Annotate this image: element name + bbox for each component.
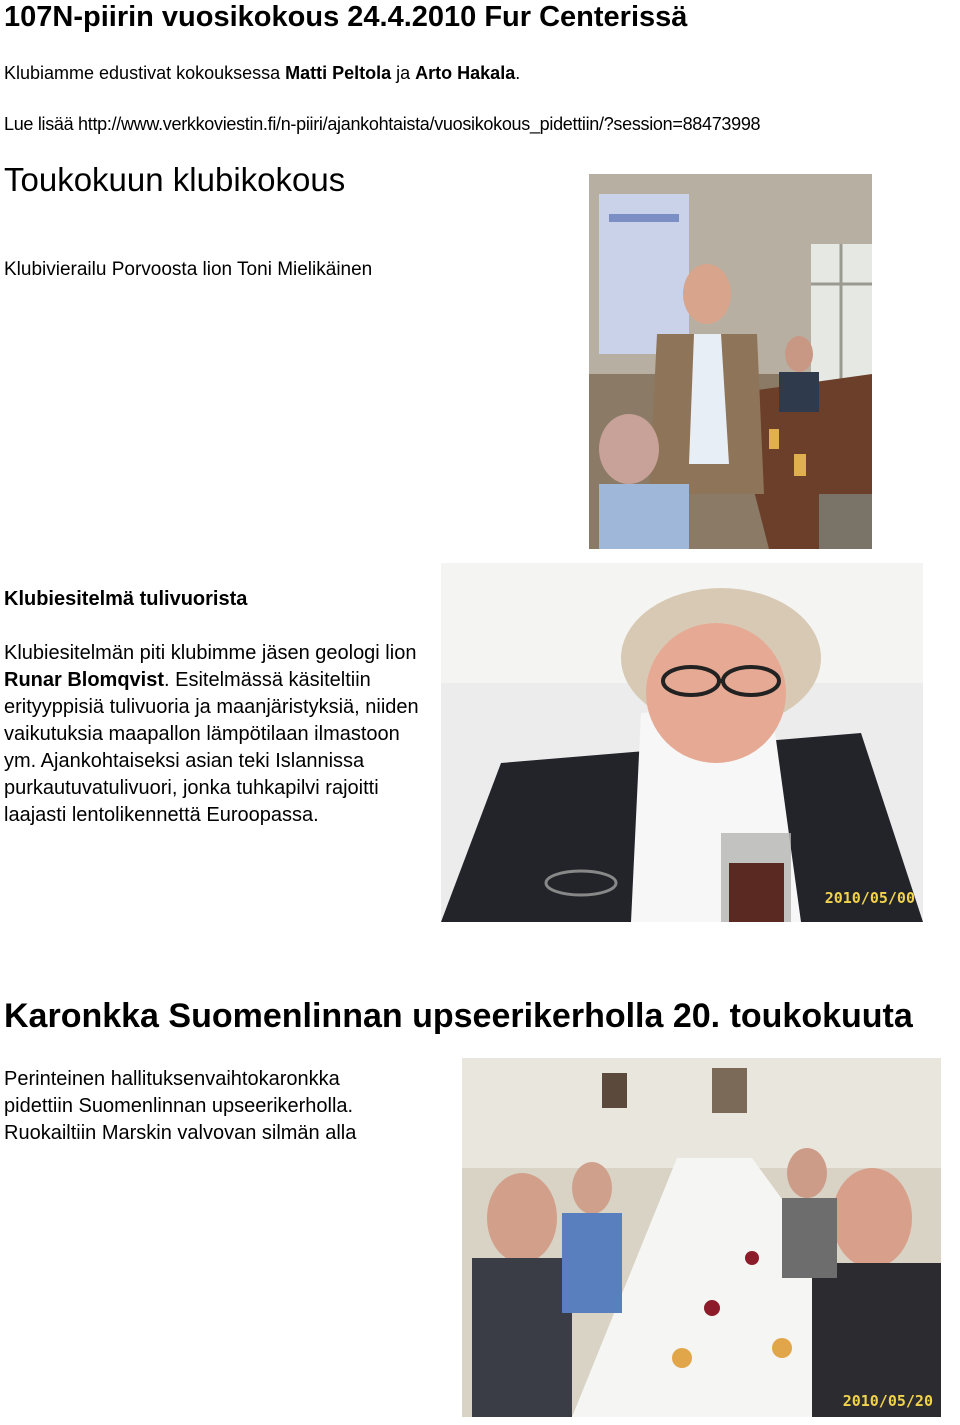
karonkka-title: Karonkka Suomenlinnan upseerikerholla 20. toukokuuta <box>4 997 913 1035</box>
lecture-speaker: Runar Blomqvist <box>4 669 165 691</box>
rep-name-2: Arto Hakala <box>415 63 516 83</box>
speaker-photo <box>441 563 923 922</box>
banquet-photo-image <box>462 1058 941 1417</box>
lecture-body <box>4 640 424 829</box>
karonkka-line-3: Ruokailtiin Marskin valvovan silmän alla <box>4 1122 357 1144</box>
meeting-photo-image <box>589 174 872 549</box>
speaker-photo-date: 2010/05/00 <box>824 889 915 907</box>
lecture-text-after: . Esitelmässä käsiteltiin erityyppisiä tulivuoria ja maanjäristyksiä, niiden vaikutuksia maapallon lämpötilaan ilmastoon ym. Ajankohtaiseksi asian teki Islannissa purkautuvatulivuori, jonka tuhkapilvi rajoitti laajasti lentolikennettä Euroopassa. <box>4 669 419 826</box>
banquet-photo <box>462 1058 941 1417</box>
lecture-text-before: Klubiesitelmän piti klubimme jäsen geologi lion <box>4 642 417 664</box>
club-visit-line: Klubivierailu Porvoosta lion Toni Mielikäinen <box>4 259 373 280</box>
read-more-link[interactable]: Lue lisää http://www.verkkoviestin.fi/n-piiri/ajankohtaista/vuosikokous_pidettiin/?session=88473998 <box>4 114 761 134</box>
vuosikokous-title: 107N-piirin vuosikokous 24.4.2010 Fur Centerissä <box>4 1 688 33</box>
banquet-photo-date: 2010/05/20 <box>842 1392 933 1410</box>
rep-name-1: Matti Peltola <box>285 63 392 83</box>
rep-join: ja <box>391 63 416 83</box>
representatives-line <box>4 62 520 84</box>
karonkka-line-2: pidettiin Suomenlinnan upseerikerholla. <box>4 1095 354 1117</box>
karonkka-line-1: Perinteinen hallituksenvaihtokaronkka <box>4 1068 340 1090</box>
rep-suffix: . <box>515 63 521 83</box>
meeting-photo <box>589 174 872 549</box>
speaker-photo-image <box>441 563 923 922</box>
rep-prefix: Klubiamme edustivat kokouksessa <box>4 63 286 83</box>
toukokuu-title: Toukokuun klubikokous <box>4 161 346 198</box>
lecture-heading: Klubiesitelmä tulivuorista <box>4 588 248 610</box>
